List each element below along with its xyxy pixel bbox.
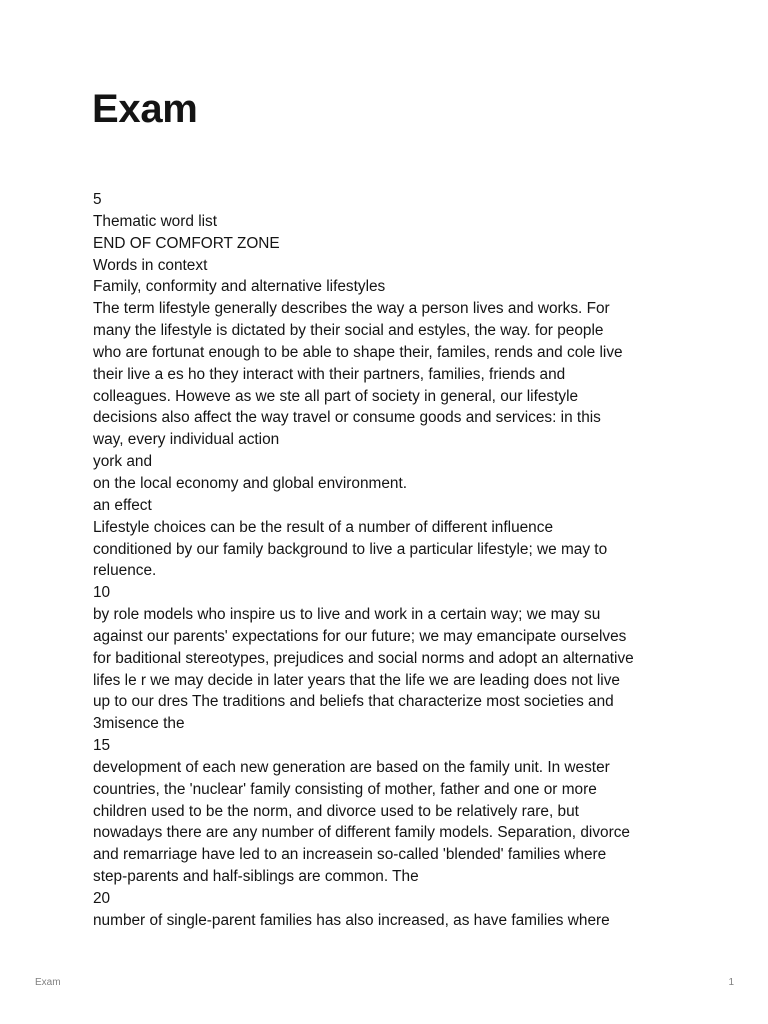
text-line: way, every individual action bbox=[93, 431, 280, 449]
footer-page-number: 1 bbox=[728, 977, 734, 988]
text-line: step-parents and half-siblings are common. The bbox=[93, 868, 419, 886]
text-line: reluence. bbox=[93, 562, 157, 580]
text-line: number of single-parent families has also increased, as have families where bbox=[93, 911, 610, 929]
text-line: on the local economy and global environment. bbox=[93, 474, 407, 492]
text-line: development of each new generation are based on the family unit. In wester bbox=[93, 758, 610, 776]
text-line: countries, the 'nuclear' family consisting of mother, father and one or more bbox=[93, 780, 597, 798]
text-line: for baditional stereotypes, prejudices and social norms and adopt an alternative bbox=[93, 649, 634, 667]
text-line: up to our dres The traditions and beliefs that characterize most societies and bbox=[93, 693, 614, 711]
text-line: 20 bbox=[93, 890, 111, 907]
text-line: Family, conformity and alternative lifestyles bbox=[93, 278, 386, 296]
text-line: Lifestyle choices can be the result of a number of different influence bbox=[93, 518, 553, 536]
text-line: 5 bbox=[93, 191, 102, 208]
text-line: 15 bbox=[93, 737, 111, 755]
text-line: colleagues. Howeve as we ste all part of society in general, our lifestyle bbox=[93, 387, 579, 405]
text-line: children used to be the norm, and divorce used to be relatively rare, but bbox=[93, 802, 579, 820]
text-line: against our parents' expectations for our future; we may emancipate ourselves bbox=[93, 627, 627, 645]
text-line: lifes le r we may decide in later years that the life we are leading does not live bbox=[93, 671, 620, 689]
footer-document-title: Exam bbox=[35, 977, 61, 988]
text-line: nowadays there are any number of different family models. Separation, divorce bbox=[93, 824, 630, 842]
text-line: The term lifestyle generally describes the way a person lives and works. For bbox=[93, 300, 610, 318]
text-line: by role models who inspire us to live and work in a certain way; we may su bbox=[93, 606, 601, 624]
text-line: Thematic word list bbox=[93, 212, 218, 230]
text-line: and remarriage have led to an increasein so-called 'blended' families where bbox=[93, 846, 607, 864]
text-line: an effect bbox=[93, 496, 152, 514]
text-line: who are fortunat enough to be able to shape their, familes, rends and cole live bbox=[93, 343, 623, 361]
text-line: their live a es ho they interact with their partners, families, friends and bbox=[93, 365, 566, 383]
text-line: many the lifestyle is dictated by their social and estyles, the way. for people bbox=[93, 322, 604, 340]
text-line: conditioned by our family background to live a particular lifestyle; we may to bbox=[93, 540, 608, 558]
page-title: Exam bbox=[92, 87, 198, 131]
text-line: 10 bbox=[93, 584, 111, 602]
text-line: END OF COMFORT ZONE bbox=[93, 234, 280, 252]
document-body bbox=[93, 189, 693, 932]
text-line: york and bbox=[93, 453, 153, 471]
text-line: 3misence the bbox=[93, 715, 185, 733]
text-line: decisions also affect the way travel or consume goods and services: in this bbox=[93, 409, 601, 427]
text-line: Words in context bbox=[93, 256, 208, 274]
